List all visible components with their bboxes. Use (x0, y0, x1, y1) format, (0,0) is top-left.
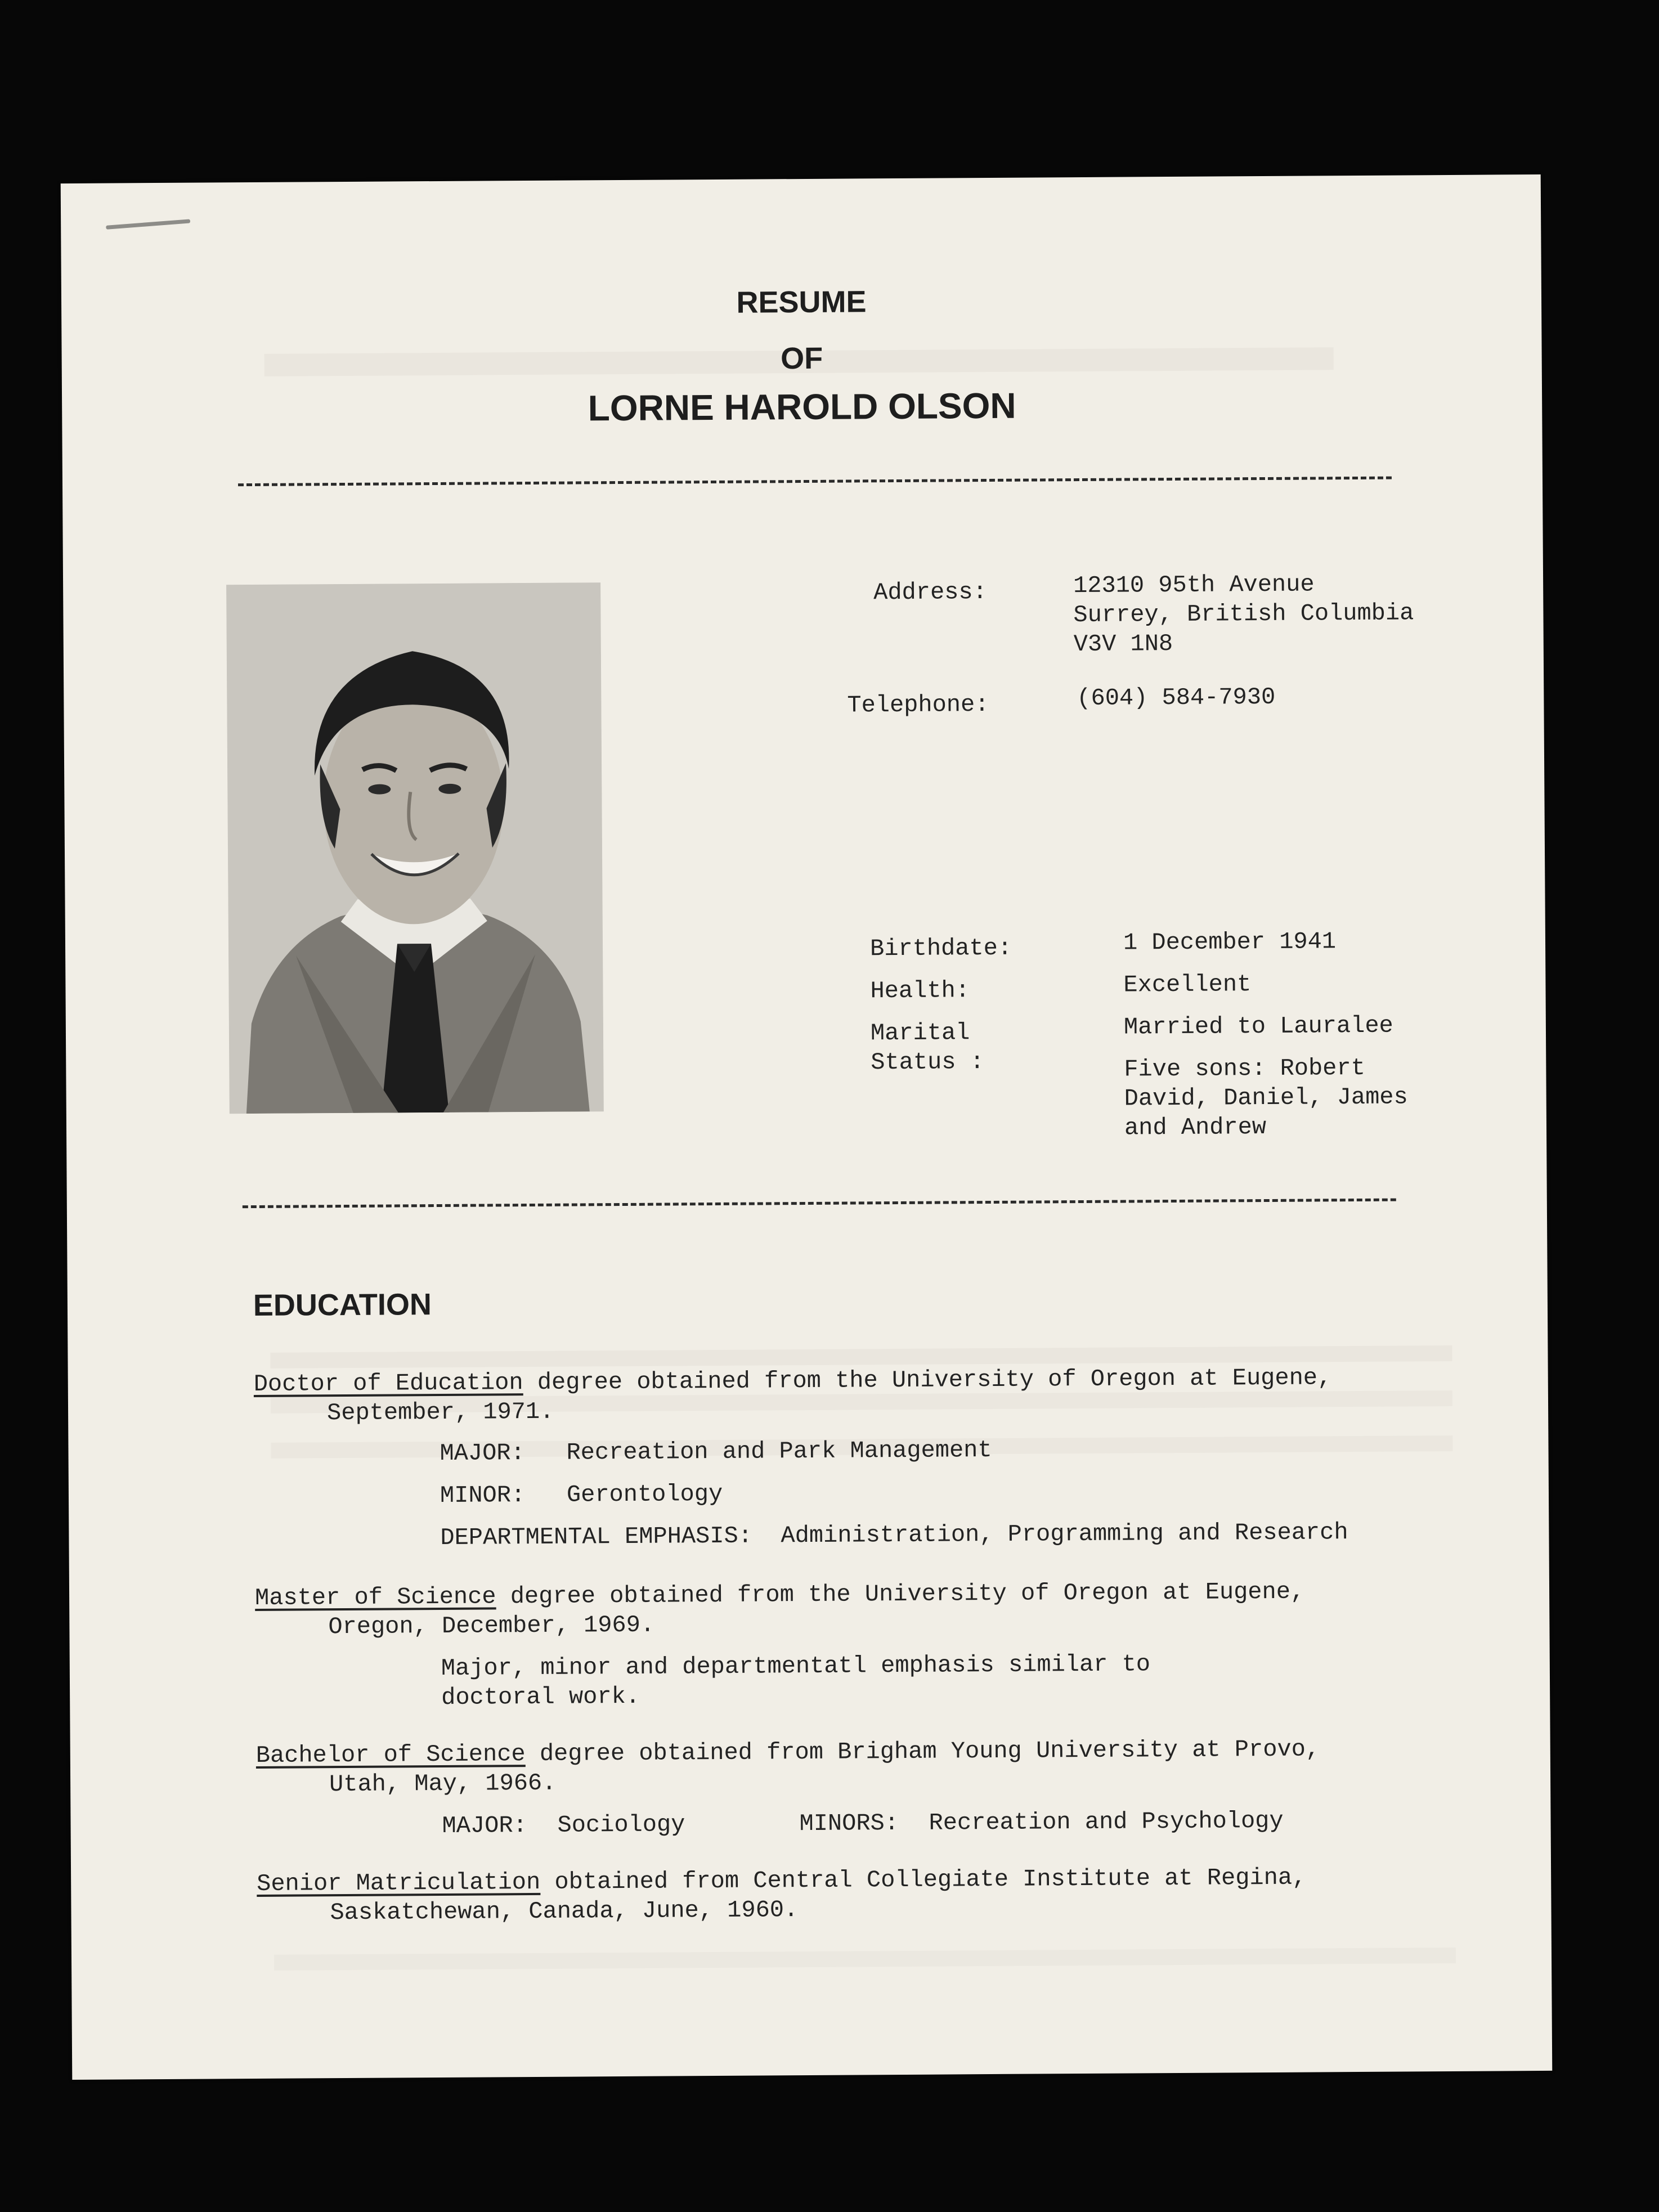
person-name: LORNE HAROLD OLSON (588, 385, 1016, 429)
doctor-major-label: MAJOR: (440, 1439, 525, 1467)
resume-page (61, 174, 1553, 2080)
senior-degree: Senior Matriculation (257, 1868, 541, 1897)
bachelor-line-1-rest: degree obtained from Brigham Young University at Provo, (525, 1735, 1320, 1768)
marital-label-2: Status : (871, 1048, 985, 1076)
health-label: Health: (870, 977, 970, 1005)
portrait-photo (226, 582, 604, 1114)
doctor-line-1-rest: degree obtained from the University of Oregon at Eugene, (523, 1364, 1332, 1397)
children-line-1: Five sons: Robert (1124, 1054, 1366, 1083)
address-line-3: V3V 1N8 (1073, 630, 1173, 658)
master-note-1: Major, minor and departmentatl emphasis similar to (441, 1650, 1151, 1682)
address-line-2: Surrey, British Columbia (1073, 599, 1414, 629)
doctor-minor-label: MINOR: (440, 1482, 526, 1509)
resume-heading: RESUME (736, 285, 867, 320)
doctor-degree: Doctor of Education (253, 1369, 523, 1398)
marital-value: Married to Lauralee (1123, 1012, 1393, 1041)
master-line-2: Oregon, December, 1969. (328, 1611, 655, 1641)
doctor-emphasis-label: DEPARTMENTAL EMPHASIS: (440, 1522, 753, 1551)
master-degree: Master of Science (254, 1583, 496, 1612)
master-line-1 (255, 1577, 1304, 1613)
of-heading: OF (780, 341, 823, 376)
master-line-1-rest: degree obtained from the University of Oregon at Eugene, (496, 1578, 1305, 1610)
birthdate-value: 1 December 1941 (1123, 928, 1337, 957)
bachelor-minors: Recreation and Psychology (929, 1807, 1284, 1837)
senior-line-1-rest: obtained from Central Collegiate Institute at Regina, (540, 1864, 1307, 1896)
marital-label-1: Marital (870, 1019, 970, 1047)
senior-line-1 (257, 1863, 1306, 1899)
senior-line-2: Saskatchewan, Canada, June, 1960. (330, 1896, 799, 1927)
bachelor-major-label: MAJOR: (442, 1812, 527, 1839)
birthdate-label: Birthdate: (869, 934, 1012, 963)
education-heading: EDUCATION (253, 1287, 432, 1323)
telephone-label: Telephone: (847, 691, 989, 719)
divider-top (238, 477, 1392, 487)
doctor-line-2: September, 1971. (326, 1398, 554, 1427)
children-line-2: David, Daniel, James (1124, 1083, 1408, 1112)
children-line-3: and Andrew (1124, 1114, 1267, 1142)
bleed-through (61, 174, 1541, 183)
doctor-emphasis: Administration, Programming and Research (781, 1519, 1348, 1550)
bachelor-degree: Bachelor of Science (255, 1740, 526, 1769)
telephone-value: (604) 584-7930 (1077, 683, 1276, 712)
address-label: Address: (873, 578, 987, 607)
address-line-1: 12310 95th Avenue (1073, 571, 1315, 600)
bachelor-line-1 (256, 1734, 1320, 1770)
doctor-major: Recreation and Park Management (566, 1436, 992, 1466)
health-value: Excellent (1123, 971, 1252, 999)
staple-mark (106, 219, 190, 229)
bachelor-minors-label: MINORS: (799, 1810, 899, 1838)
divider-middle (243, 1199, 1396, 1209)
bachelor-major: Sociology (557, 1811, 685, 1839)
master-note-2: doctoral work. (441, 1682, 640, 1711)
bachelor-line-2: Utah, May, 1966. (329, 1769, 557, 1798)
doctor-minor: Gerontology (566, 1480, 723, 1509)
